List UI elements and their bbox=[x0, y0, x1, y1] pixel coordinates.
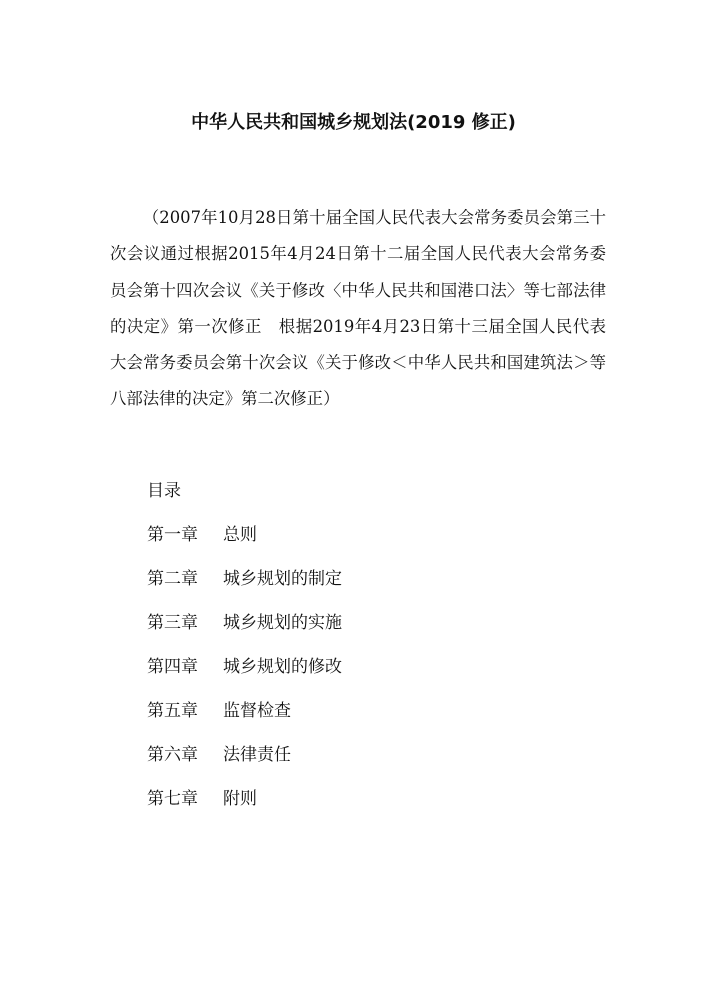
preamble-paragraph: （2007年10月28日第十届全国人民代表大会常务委员会第三十次会议通过根据2015年4月24日第十二届全国人民代表大会常务委员会第十四次会议《关于修改〈中华人民共和国港口法〉等七部法律的决定》第一次修正 根据2019年4月23日第十三届全国人民代表大会常务委员会第十次会议《关于修改＜中华人民共和国建筑法＞等八部法律的决定》第二次修正） bbox=[110, 208, 606, 409]
toc-chapter-number: 第三章 bbox=[147, 613, 198, 633]
toc-item bbox=[147, 694, 342, 738]
toc-chapter-number: 第七章 bbox=[147, 789, 198, 809]
toc-chapter-title: 监督检查 bbox=[223, 701, 291, 721]
toc-chapter-title: 法律责任 bbox=[223, 745, 291, 765]
toc-chapter-number: 第六章 bbox=[147, 745, 198, 765]
toc-item bbox=[147, 562, 342, 606]
toc-item bbox=[147, 782, 342, 826]
toc-chapter-title: 城乡规划的实施 bbox=[223, 613, 342, 633]
document-title: 中华人民共和国城乡规划法(2019 修正) bbox=[191, 112, 516, 133]
toc-chapter-number: 第四章 bbox=[147, 657, 198, 677]
toc-item bbox=[147, 650, 342, 694]
toc-item bbox=[147, 606, 342, 650]
toc-item bbox=[147, 518, 342, 562]
toc-chapter-title: 城乡规划的修改 bbox=[223, 657, 342, 677]
toc-chapter-number: 第一章 bbox=[147, 525, 198, 545]
toc-chapter-title: 城乡规划的制定 bbox=[223, 569, 342, 589]
toc-chapter-number: 第五章 bbox=[147, 701, 198, 721]
toc-chapter-number: 第二章 bbox=[147, 569, 198, 589]
toc-chapter-title: 附则 bbox=[223, 789, 257, 809]
toc-item bbox=[147, 738, 342, 782]
table-of-contents bbox=[147, 474, 342, 826]
toc-heading: 目录 bbox=[147, 481, 181, 501]
toc-chapter-title: 总则 bbox=[223, 525, 257, 545]
